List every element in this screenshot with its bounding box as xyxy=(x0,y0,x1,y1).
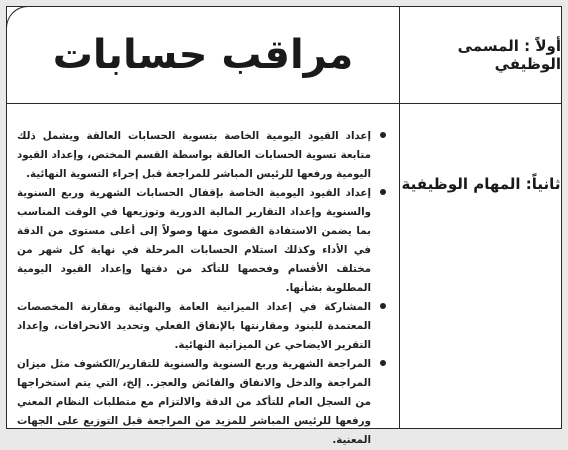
bullet-icon xyxy=(380,303,386,309)
duty-text: إعداد القيود اليومية الخاصة بإقفال الحسابات الشهرية وربع السنوية والسنوية وإعداد التقارير المالية الدورية وتوزيعها في الوقت المناسب بما يضمن الاستفادة القصوى منها وصولاً إلى أعلى مستوى من الدقة في الأداء وكذلك استلام الحسابات المرحلة في نهاية كل شهر من مختلف الأقسام وفحصها للتأكد من دقتها وإعداد القيود اليومية المطلوبة بشأنها. xyxy=(17,187,371,294)
row-divider xyxy=(7,103,561,104)
job-title-label: أولاً : المسمى الوظيفي xyxy=(457,37,561,73)
bullet-icon xyxy=(380,132,386,138)
job-description-form xyxy=(6,6,562,446)
column-divider xyxy=(399,7,400,428)
duty-item xyxy=(17,184,389,298)
duties-list xyxy=(17,127,389,450)
job-title-value: مراقب حسابات xyxy=(52,32,354,78)
duties-label: ثانياً: المهام الوظيفية xyxy=(401,175,561,193)
duty-item xyxy=(17,127,389,184)
duty-text: المشاركة في إعداد الميزانية العامة والنهائية ومقارنة المخصصات المعتمدة للبنود ومقارنتها بالإنفاق الفعلي وتحديد الانحرافات، وإعداد التقرير الايضاحي عن الميزانية النهائية. xyxy=(17,301,371,351)
bullet-icon xyxy=(380,189,386,195)
duty-text: إعداد القيود اليومية الخاصة بتسوية الحسابات العالقة ويشمل ذلك متابعة تسوية الحسابات العالقة بواسطة القسم المختص، وإعداد القيود اليومية ورفعها للرئيس المباشر للمراجعة قبل إجراء التسوية النهائية. xyxy=(17,130,371,180)
bullet-icon xyxy=(380,360,386,366)
duty-item xyxy=(17,298,389,355)
duty-item xyxy=(17,355,389,450)
duty-text: المراجعة الشهرية وربع السنوية والسنوية للتقارير/الكشوف مثل ميزان المراجعة والدخل والانفاق والفائض والعجز.. إلخ، التي يتم استخراجها من السجل العام للتأكد من الدقة والالتزام مع متطلبات النظام المعني ورفعها للرئيس المباشر للمزيد من المراجعة قبل التوزيع على الجهات المعنية. xyxy=(17,358,371,446)
